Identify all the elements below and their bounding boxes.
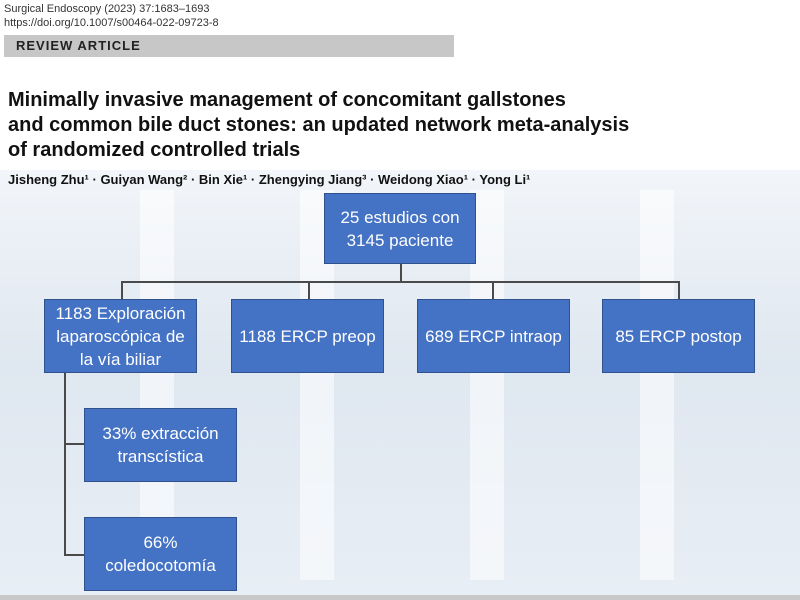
root-box bbox=[324, 193, 476, 264]
sub-box-transcistica bbox=[84, 408, 237, 482]
connector-branch-4 bbox=[678, 281, 680, 299]
branch-box-ercp-intraop bbox=[417, 299, 570, 373]
branch-line-3: la vía biliar bbox=[79, 349, 162, 369]
footer-band bbox=[0, 595, 800, 600]
connector-branch-2 bbox=[308, 281, 310, 299]
article-meta bbox=[4, 2, 219, 30]
title-line: of randomized controlled trials bbox=[8, 139, 301, 161]
article-title bbox=[8, 88, 798, 163]
doi-link[interactable]: https://doi.org/10.1007/s00464-022-09723-8 bbox=[4, 17, 219, 29]
journal-citation: Surgical Endoscopy (2023) 37:1683–1693 bbox=[4, 3, 210, 15]
section-band bbox=[4, 35, 454, 57]
branch-box-exploracion bbox=[44, 299, 197, 373]
sub-line-2: transcística bbox=[117, 447, 204, 466]
branch-box-ercp-preop bbox=[231, 299, 384, 373]
branch-line-2: laparoscópica de bbox=[56, 326, 185, 346]
branch-label: 1188 ERCP preop bbox=[239, 326, 376, 346]
sub-line-2: coledocotomía bbox=[105, 556, 216, 575]
sub-box-coledocotomia bbox=[84, 517, 237, 591]
connector-branch-1 bbox=[121, 281, 123, 299]
branch-label: 85 ERCP postop bbox=[615, 326, 742, 346]
connector-sub-1 bbox=[64, 443, 84, 445]
sub-line-1: 33% extracción bbox=[102, 424, 219, 443]
title-line: and common bile duct stones: an updated network meta-analysis bbox=[8, 114, 630, 136]
branch-label: 689 ERCP intraop bbox=[425, 326, 562, 346]
background-column bbox=[640, 190, 674, 580]
root-line-1: 25 estudios con bbox=[340, 207, 460, 227]
branch-box-ercp-postop bbox=[602, 299, 755, 373]
root-line-2: 3145 paciente bbox=[346, 230, 454, 250]
sub-line-1: 66% bbox=[143, 533, 178, 552]
section-label: REVIEW ARTICLE bbox=[16, 38, 141, 53]
connector-horizontal bbox=[121, 281, 680, 283]
branch-line-1: 1183 Exploración bbox=[55, 303, 186, 323]
connector-sub-2 bbox=[64, 554, 84, 556]
title-line: Minimally invasive management of concomitant gallstones bbox=[8, 89, 566, 111]
connector-root-down bbox=[400, 264, 402, 282]
author-list: Jisheng Zhu¹ · Guiyan Wang² · Bin Xie¹ · Zhengying Jiang³ · Weidong Xiao¹ · Yong Li¹ bbox=[8, 172, 531, 187]
connector-sub-vertical bbox=[64, 373, 66, 556]
connector-branch-3 bbox=[492, 281, 494, 299]
